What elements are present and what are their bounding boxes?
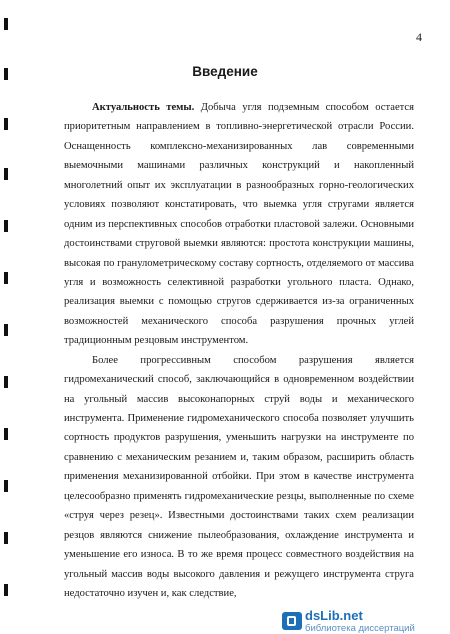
paragraph-line: «струя через резец». Известными достоинствами таких схем реализации — [64, 510, 414, 522]
paragraph-line: многолетний опыт их эксплуатации в разнообразных горно-геологических — [64, 179, 414, 191]
paragraph-line: сравнению с механическим резанием и, таким образом, расширить область — [64, 451, 414, 463]
paragraph-line: реализация выемки с помощью стругов сдерживается из-за ограниченных — [64, 296, 414, 308]
paragraph-line: условиях позволяют констатировать, что выемка угля стругами является — [64, 199, 414, 211]
paragraph-line: целесообразно применять гидромеханические резцы, выполненные по схеме — [64, 490, 414, 502]
paragraph-line: уменьшение его износа. В то же время процесс совместного воздействия на — [64, 549, 414, 561]
page-title: Введение — [192, 64, 258, 79]
paragraph-line: гидромеханический способ, заключающийся в одновременном воздействии — [64, 374, 414, 386]
paragraph-lead: Актуальность темы. — [92, 102, 195, 113]
paragraph-line: инструмента. Применение гидромеханического способа позволяет улучшить — [64, 413, 414, 424]
binding-mark — [4, 584, 8, 596]
paragraph-line: приоритетным направлением в топливно-энергетической отрасли России. — [64, 121, 414, 133]
dslib-logo-icon — [282, 612, 302, 630]
binding-mark — [4, 220, 8, 232]
watermark-tagline: библиотека диссертаций — [305, 623, 415, 634]
dslib-watermark — [282, 610, 450, 632]
binding-marks — [4, 10, 10, 610]
page-number: 4 — [416, 30, 422, 44]
binding-mark — [4, 532, 8, 544]
paragraph-line: достоинствами струговой выемки являются: простота конструкции машины, — [64, 238, 414, 250]
paragraph-line: Оснащенность комплексно-механизированных лав современными — [64, 140, 414, 152]
paragraph-line: Актуальность темы. Добыча угля подземным способом остается — [92, 102, 414, 113]
paragraph-line: на угольный массив высоконапорных струй воды и механического — [64, 393, 414, 405]
binding-mark — [4, 428, 8, 440]
watermark-site: dsLib.net — [305, 608, 363, 624]
binding-mark — [4, 272, 8, 284]
binding-mark — [4, 480, 8, 492]
paragraph-line: высокая по гранулометрическому составу сортность, отделяемого от массива — [64, 257, 414, 269]
paragraph-line: Более прогрессивным способом разрушения является — [92, 354, 414, 366]
binding-mark — [4, 324, 8, 336]
paragraph-line: недостаточно изучен и, как следствие, — [64, 587, 237, 599]
paragraph-line: угля и возможность селективной разработки угольного пласта. Однако, — [64, 276, 414, 288]
paragraph-line: резцов являются снижение пылеобразования, охлаждение инструмента и — [64, 529, 414, 541]
paragraph-line: сортность продуктов разрушения, уменьшить нагрузки на инструменте по — [64, 432, 414, 444]
paragraph-line: применения механизированной отбойки. При этом в качестве инструмента — [64, 471, 414, 483]
binding-mark — [4, 376, 8, 388]
paragraph-line: угольный массив воды высокого давления и режущего инструмента струга — [64, 568, 414, 580]
body-text — [64, 98, 414, 603]
binding-mark — [4, 118, 8, 130]
paragraph-line: возможностей механического способа разрушения прочных углей — [64, 315, 414, 327]
paragraph-line: выемочными машинами различных конструкций и накопленный — [64, 160, 414, 172]
binding-mark — [4, 168, 8, 180]
paragraph-line: традиционным резцовым инструментом. — [64, 335, 249, 347]
binding-mark — [4, 18, 8, 30]
paragraph-line: одним из перспективных способов отработки пластовой залежи. Основными — [64, 218, 414, 230]
